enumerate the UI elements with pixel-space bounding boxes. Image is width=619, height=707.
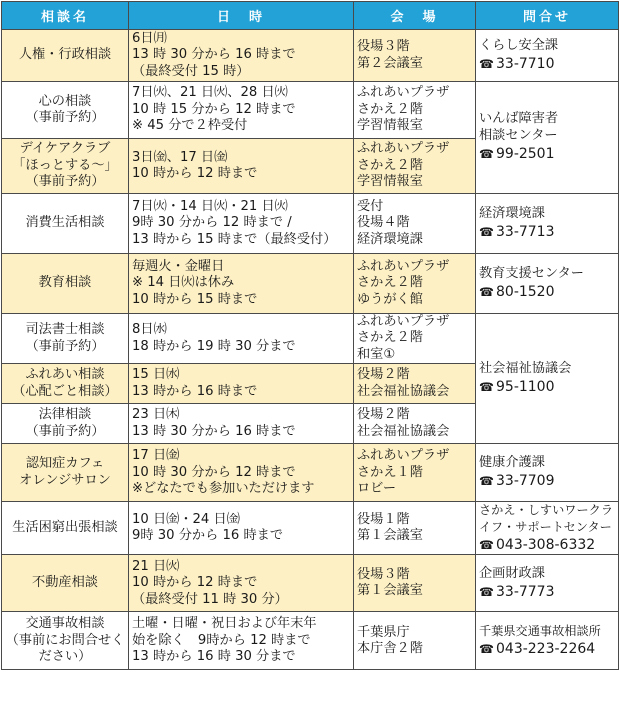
consultation-datetime: 10 日㈮・24 日㈮ 9時 30 分から 16 時まで	[129, 502, 354, 555]
table-row	[2, 82, 619, 139]
table-row	[2, 30, 619, 82]
consultation-name: 司法書士相談 （事前予約）	[2, 314, 129, 364]
consultation-venue: 役場３階 第２会議室	[354, 30, 476, 82]
consultation-datetime: 15 日㈬ 13 時から 16 時まで	[129, 364, 354, 404]
contact-name: 企画財政課	[479, 565, 545, 581]
phone-icon: ☎	[479, 584, 494, 599]
consultation-name: ふれあい相談 （心配ごと相談）	[2, 364, 129, 404]
phone-number: 33-7773	[496, 583, 555, 600]
phone-number: 33-7709	[496, 473, 555, 490]
table-row	[2, 194, 619, 254]
phone-icon: ☎	[479, 285, 494, 299]
consultation-contact	[476, 194, 619, 254]
contact-phone	[479, 224, 615, 241]
phone-icon: ☎	[479, 380, 494, 395]
consultation-table	[1, 1, 619, 670]
consultation-name: 心の相談 （事前予約）	[2, 82, 129, 139]
consultation-venue: 役場１階 第１会議室	[354, 502, 476, 555]
table-row	[2, 314, 619, 364]
consultation-venue: 役場２階 社会福祉協議会	[354, 404, 476, 444]
consultation-datetime: 3日㈮、17 日㈮ 10 時から 12 時まで	[129, 139, 354, 194]
consultation-name: 不動産相談	[2, 555, 129, 612]
consultation-datetime: 7日㈫、21 日㈫、28 日㈫ 10 時 15 分から 12 時まで ※ 45 分で２枠受付	[129, 82, 354, 139]
phone-icon: ☎	[479, 147, 494, 162]
header-datetime: 日 時	[129, 2, 354, 30]
contact-phone	[479, 379, 615, 396]
contact-name: 教育支援センター	[479, 265, 584, 281]
consultation-datetime: 土曜・日曜・祝日および年末年 始を除く 9時から 12 時まで 13 時から 16 時 30 分まで	[129, 612, 354, 670]
consultation-venue: ふれあいプラザ さかえ２階 ゆうがく館	[354, 254, 476, 314]
consultation-venue: ふれあいプラザ さかえ２階 学習情報室	[354, 139, 476, 194]
consultation-name: 人権・行政相談	[2, 30, 129, 82]
contact-phone	[479, 584, 615, 601]
consultation-contact	[476, 444, 619, 502]
phone-number: 99-2501	[496, 146, 555, 163]
contact-name: いんば障害者 相談センター	[479, 111, 559, 143]
header-row	[2, 2, 619, 30]
consultation-datetime: 毎週火・金曜日 ※ 14 日㈫は休み 10 時から 15 時まで	[129, 254, 354, 314]
phone-number: 95-1100	[496, 379, 555, 396]
contact-phone	[479, 641, 615, 658]
consultation-venue: 千葉県庁 本庁舎２階	[354, 612, 476, 670]
consultation-datetime: 21 日㈫ 10 時から 12 時まで （最終受付 11 時 30 分）	[129, 555, 354, 612]
consultation-venue: 受付 役場４階 経済環境課	[354, 194, 476, 254]
consultation-venue: ふれあいプラザ さかえ２階 和室①	[354, 314, 476, 364]
header-consultation-name: 相談名	[2, 2, 129, 30]
consultation-contact	[476, 502, 619, 555]
contact-name: 千葉県交通事故相談所	[479, 624, 601, 639]
consultation-datetime: 6日㈪ 13 時 30 分から 16 時まで （最終受付 15 時）	[129, 30, 354, 82]
contact-name: 経済環境課	[479, 205, 545, 221]
phone-number: 80-1520	[496, 284, 555, 300]
table-row	[2, 555, 619, 612]
contact-name: さかえ・しすいワークラ イフ・サポートセンター	[479, 503, 614, 534]
phone-icon: ☎	[479, 642, 494, 657]
consultation-contact	[476, 612, 619, 670]
consultation-datetime: 23 日㈭ 13 時 30 分から 16 時まで	[129, 404, 354, 444]
phone-icon: ☎	[479, 474, 494, 489]
contact-phone	[479, 56, 615, 73]
consultation-name: 認知症カフェ オレンジサロン	[2, 444, 129, 502]
contact-name: くらし安全課	[479, 37, 559, 53]
contact-phone	[479, 473, 615, 490]
consultation-contact	[476, 555, 619, 612]
consultation-name: 法律相談 （事前予約）	[2, 404, 129, 444]
phone-number: 043-223-2264	[496, 641, 596, 658]
consultation-name: デイケアクラブ 「ほっとする〜」 （事前予約）	[2, 139, 129, 194]
consultation-datetime: 7日㈫・14 日㈫・21 日㈫ 9時 30 分から 12 時まで / 13 時から 15 時まで（最終受付）	[129, 194, 354, 254]
consultation-contact	[476, 82, 619, 194]
table-row	[2, 612, 619, 670]
phone-number: 33-7710	[496, 56, 555, 72]
consultation-datetime: 17 日㈮ 10 時 30 分から 12 時まで ※どなたでも参加いただけます	[129, 444, 354, 502]
contact-name: 社会福祉協議会	[479, 360, 572, 376]
header-venue: 会 場	[354, 2, 476, 30]
consultation-contact	[476, 314, 619, 444]
phone-number: 33-7713	[496, 224, 555, 240]
consultation-venue: 役場２階 社会福祉協議会	[354, 364, 476, 404]
contact-name: 健康介護課	[479, 454, 545, 470]
consultation-name: 消費生活相談	[2, 194, 129, 254]
contact-phone	[479, 284, 615, 301]
consultation-name: 生活困窮出張相談	[2, 502, 129, 555]
header-contact: 問合せ	[476, 2, 619, 30]
table-row	[2, 444, 619, 502]
consultation-contact	[476, 254, 619, 314]
contact-phone	[479, 537, 615, 554]
consultation-venue: ふれあいプラザ さかえ１階 ロビー	[354, 444, 476, 502]
consultation-name: 教育相談	[2, 254, 129, 314]
table-row	[2, 254, 619, 314]
consultation-datetime: 8日㈬ 18 時から 19 時 30 分まで	[129, 314, 354, 364]
phone-number: 043-308-6332	[496, 537, 596, 554]
consultation-venue: ふれあいプラザ さかえ２階 学習情報室	[354, 82, 476, 139]
consultation-venue: 役場３階 第１会議室	[354, 555, 476, 612]
phone-icon: ☎	[479, 225, 494, 239]
table-row	[2, 502, 619, 555]
consultation-name: 交通事故相談 （事前にお問合せく ださい）	[2, 612, 129, 670]
contact-phone	[479, 146, 615, 163]
phone-icon: ☎	[479, 538, 494, 553]
phone-icon: ☎	[479, 57, 494, 71]
consultation-contact	[476, 30, 619, 82]
